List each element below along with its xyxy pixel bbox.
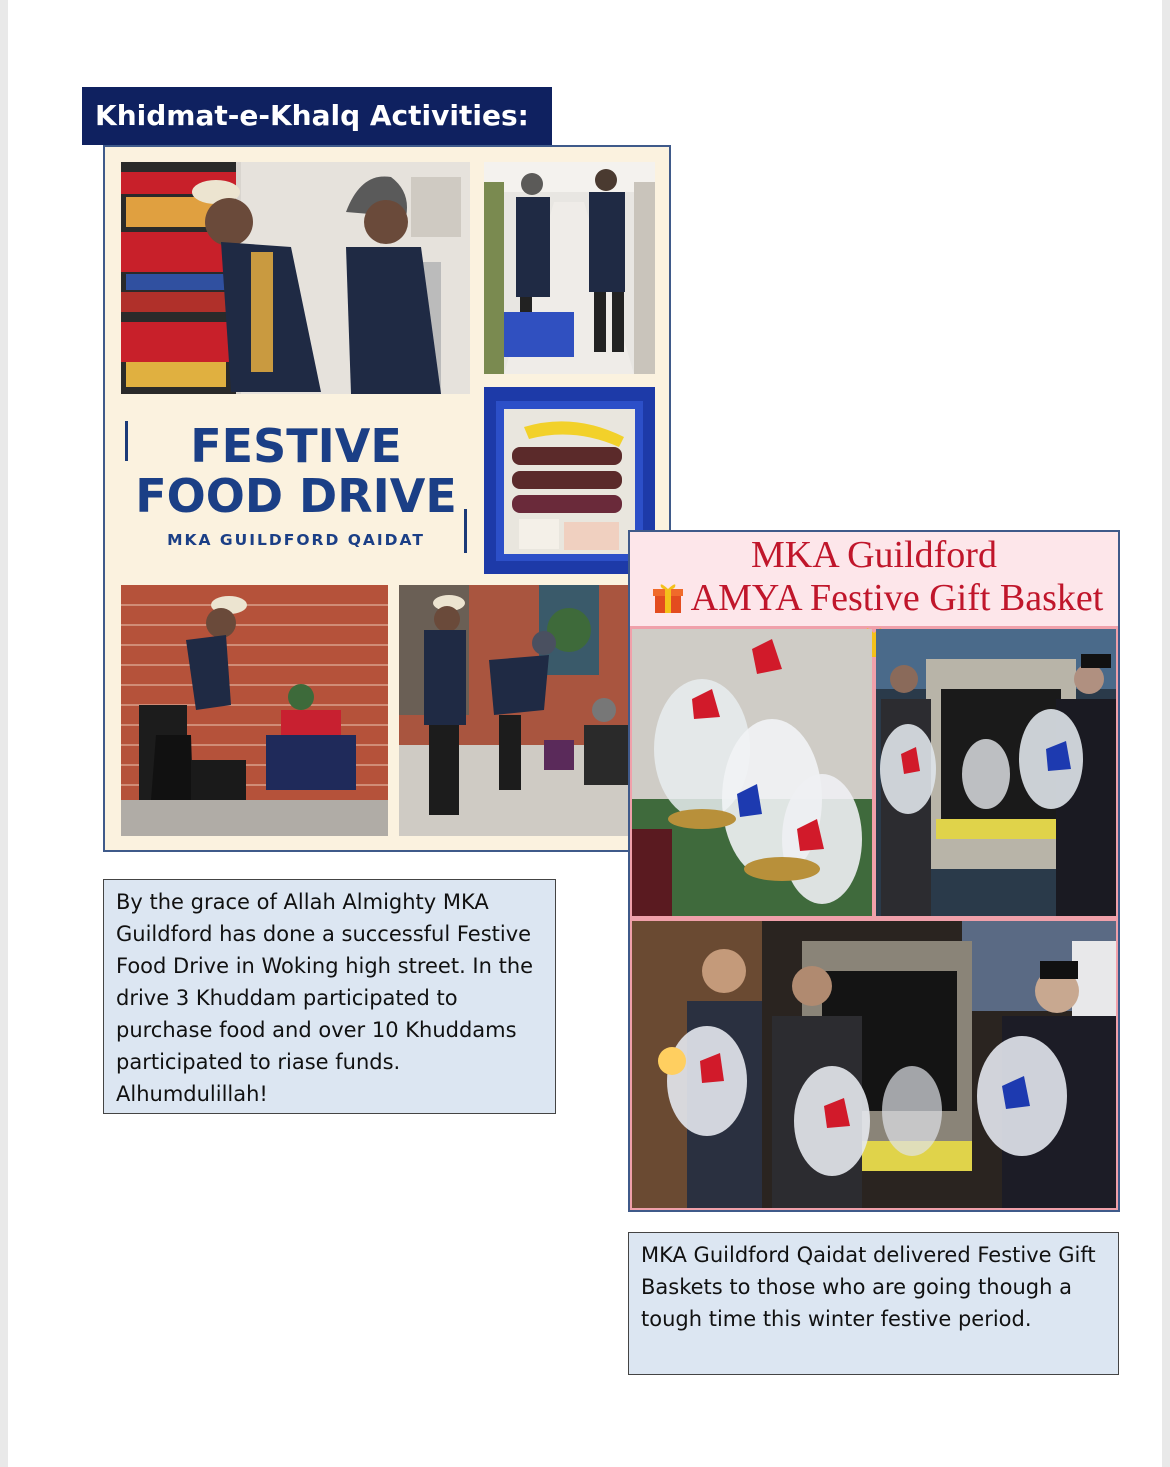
- photo-gift-baskets-prepared: [632, 629, 872, 916]
- food-drive-title-block: [121, 409, 471, 559]
- food-drive-subtitle: MKA GUILDFORD QAIDAT: [167, 531, 425, 549]
- photo-giving-food: [121, 585, 388, 836]
- photo-supermarket-aisle: [484, 162, 655, 374]
- section-heading: Khidmat-e-Khalq Activities:: [82, 87, 552, 145]
- gift-basket-caption: MKA Guildford Qaidat delivered Festive Gift Baskets to those who are going though a tough time this winter festive period.: [628, 1232, 1119, 1375]
- gift-box-icon: [653, 581, 683, 615]
- photo-gift-baskets-group: [632, 921, 1116, 1208]
- gift-basket-title-text: AMYA Festive Gift Basket: [690, 577, 1104, 619]
- photo-shop-shelves: [121, 162, 470, 394]
- gift-basket-header: [630, 532, 1118, 626]
- food-drive-title-line2: FOOD DRIVE: [135, 469, 457, 523]
- photo-street-scene: [399, 585, 655, 836]
- photo-gift-baskets-car-boot: [876, 629, 1116, 916]
- food-drive-title-line1: FESTIVE: [190, 419, 402, 473]
- gift-basket-panel: [628, 530, 1120, 1212]
- gift-basket-title-line1: MKA Guildford: [751, 534, 997, 576]
- food-drive-caption: By the grace of Allah Almighty MKA Guildford has done a successful Festive Food Drive in Woking high street. In the drive 3 Khuddam participated to purchase food and over 10 Khuddams participated to riase funds. Alhumdulillah!: [103, 879, 556, 1114]
- food-drive-poster: [103, 145, 671, 852]
